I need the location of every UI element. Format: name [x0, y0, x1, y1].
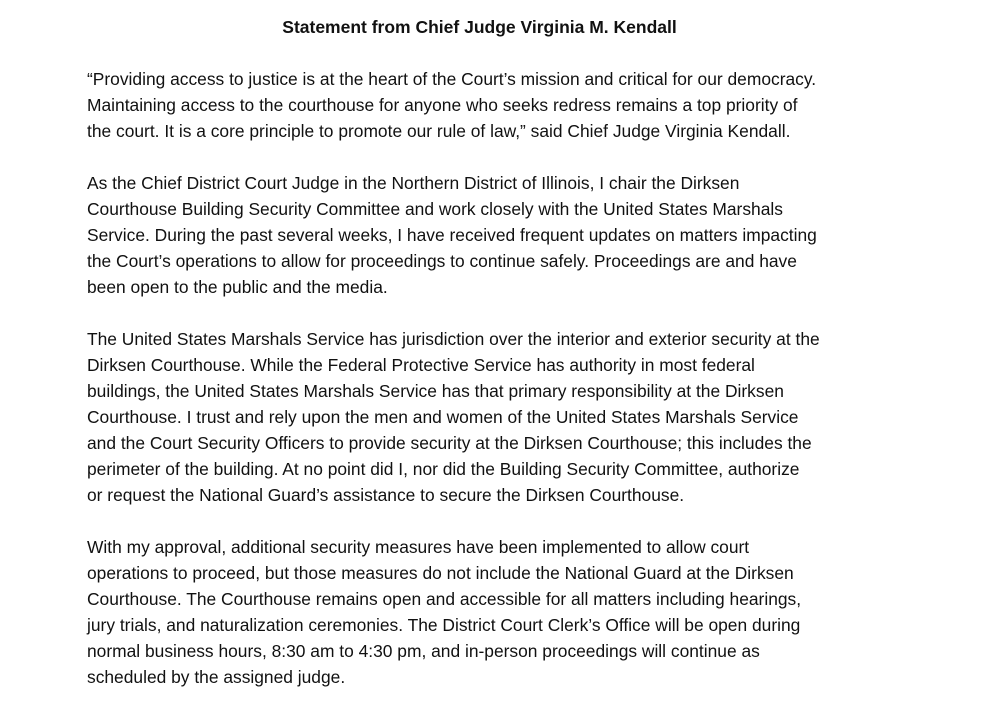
paragraph-line: Maintaining access to the courthouse for anyone who seeks redress remains a top priority of: [87, 95, 798, 115]
paragraph-line: “Providing access to justice is at the heart of the Court’s mission and critical for our democracy.: [87, 69, 817, 89]
document-title: Statement from Chief Judge Virginia M. Kendall: [282, 17, 677, 37]
paragraph-line: Dirksen Courthouse. While the Federal Protective Service has authority in most federal: [87, 355, 755, 375]
paragraph-line: and the Court Security Officers to provide security at the Dirksen Courthouse; this includes the: [87, 433, 812, 453]
paragraph-line: scheduled by the assigned judge.: [87, 667, 346, 687]
paragraph-line: Courthouse. The Courthouse remains open and accessible for all matters including hearings,: [87, 589, 802, 609]
paragraph-line: Service. During the past several weeks, I have received frequent updates on matters impacting: [87, 225, 817, 245]
paragraph-line: The United States Marshals Service has jurisdiction over the interior and exterior security at the: [87, 329, 820, 349]
paragraph-line: As the Chief District Court Judge in the Northern District of Illinois, I chair the Dirksen: [87, 173, 740, 193]
paragraph-line: Courthouse. I trust and rely upon the men and women of the United States Marshals Service: [87, 407, 799, 427]
paragraph-line: perimeter of the building. At no point did I, nor did the Building Security Committee, authorize: [87, 459, 800, 479]
paragraph-line: operations to proceed, but those measures do not include the National Guard at the Dirksen: [87, 563, 794, 583]
paragraph-measures: [87, 534, 933, 690]
paragraph-line: the Court’s operations to allow for proceedings to continue safely. Proceedings are and have: [87, 251, 797, 271]
paragraph-line: or request the National Guard’s assistance to secure the Dirksen Courthouse.: [87, 485, 685, 505]
paragraph-line: Courthouse Building Security Committee and work closely with the United States Marshals: [87, 199, 783, 219]
paragraph-line: been open to the public and the media.: [87, 277, 388, 297]
paragraph-committee: [87, 170, 933, 300]
paragraph-line: the court. It is a core principle to promote our rule of law,” said Chief Judge Virginia Kendall.: [87, 121, 791, 141]
paragraph-line: normal business hours, 8:30 am to 4:30 pm, and in-person proceedings will continue as: [87, 641, 760, 661]
paragraph-marshals: [87, 326, 933, 508]
paragraph-quote: [87, 66, 933, 144]
paragraph-line: With my approval, additional security measures have been implemented to allow court: [87, 537, 750, 557]
paragraph-line: jury trials, and naturalization ceremonies. The District Court Clerk’s Office will be open during: [87, 615, 801, 635]
paragraph-line: buildings, the United States Marshals Service has that primary responsibility at the Dirksen: [87, 381, 784, 401]
